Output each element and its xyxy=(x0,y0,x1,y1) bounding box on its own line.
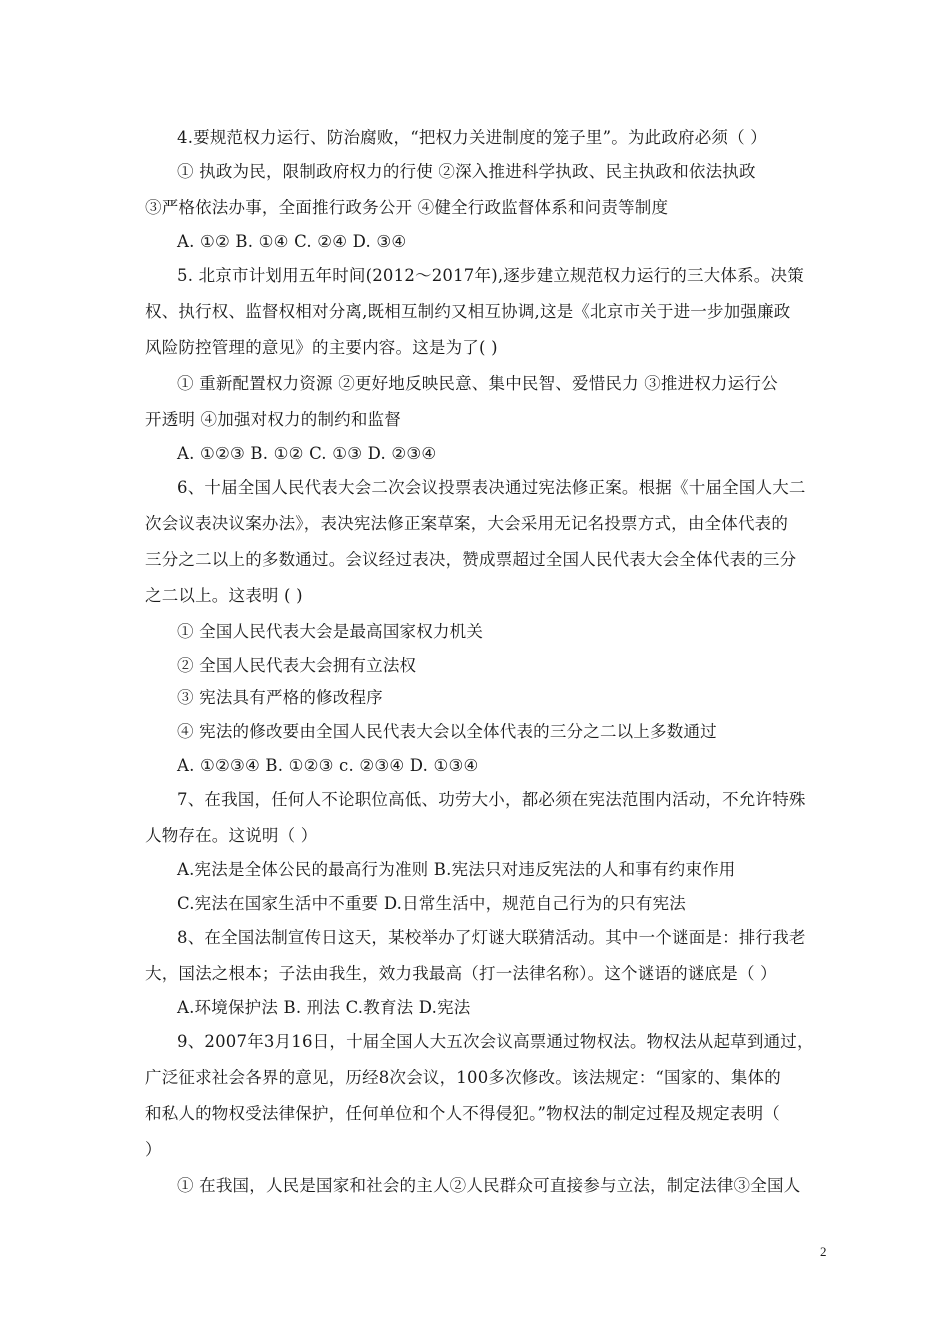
q5-stem-1: 5. 北京市计划用五年时间(2012～2017年),逐步建立规范权力运行的三大体系。决策 xyxy=(177,266,804,285)
q6-option-4: ④ 宪法的修改要由全国人民代表大会以全体代表的三分之二以上多数通过 xyxy=(177,722,717,741)
q7-answers-cd: C.宪法在国家生活中不重要 D.日常生活中，规范自己行为的只有宪法 xyxy=(177,894,687,913)
q6-stem-1: 6、十届全国人民代表大会二次会议投票表决通过宪法修正案。根据《十届全国人大二 xyxy=(177,478,806,497)
q9-options-1: ① 在我国，人民是国家和社会的主人②人民群众可直接参与立法，制定法律③全国人 xyxy=(177,1176,801,1195)
q6-option-1: ① 全国人民代表大会是最高国家权力机关 xyxy=(177,622,484,641)
q7-stem-1: 7、在我国，任何人不论职位高低、功劳大小，都必须在宪法范围内活动，不允许特殊 xyxy=(177,790,806,809)
q9-stem-3: 和私人的物权受法律保护，任何单位和个人不得侵犯。”物权法的制定过程及规定表明（ xyxy=(145,1104,780,1123)
q5-options-2: 开透明 ④加强对权力的制约和监督 xyxy=(145,410,401,429)
q4-options-1-2: ① 执政为民，限制政府权力的行使 ②深入推进科学执政、民主执政和依法执政 xyxy=(177,162,756,181)
q6-option-3: ③ 宪法具有严格的修改程序 xyxy=(177,688,383,707)
q4-stem: 4.要规范权力运行、防治腐败，“把权力关进制度的笼子里”。为此政府必须（ ） xyxy=(177,128,767,147)
q5-stem-2: 权、执行权、监督权相对分离,既相互制约又相互协调,这是《北京市关于进一步加强廉政 xyxy=(145,302,791,321)
q4-options-3-4: ③严格依法办事，全面推行政务公开 ④健全行政监督体系和问责等制度 xyxy=(145,198,669,217)
q6-option-2: ② 全国人民代表大会拥有立法权 xyxy=(177,656,417,675)
page-number: 2 xyxy=(820,1244,827,1259)
q6-stem-4: 之二以上。这表明 ( ) xyxy=(145,586,303,605)
q9-stem-4: ） xyxy=(145,1140,162,1159)
q6-stem-2: 次会议表决议案办法》，表决宪法修正案草案，大会采用无记名投票方式，由全体代表的 xyxy=(145,514,789,533)
q7-answers-ab: A.宪法是全体公民的最高行为准则 B.宪法只对违反宪法的人和事有约束作用 xyxy=(177,860,736,879)
q9-stem-1: 9、2007年3月16日，十届全国人大五次会议高票通过物权法。物权法从起草到通过， xyxy=(177,1032,814,1051)
q9-stem-2: 广泛征求社会各界的意见，历经8次会议，100多次修改。该法规定：“国家的、集体的 xyxy=(145,1068,781,1087)
q5-stem-3: 风险防控管理的意见》的主要内容。这是为了( ) xyxy=(145,338,498,357)
q8-stem-2: 大，国法之根本；子法由我生，效力我最高（打一法律名称）。这个谜语的谜底是（ ） xyxy=(145,964,777,983)
q8-stem-1: 8、在全国法制宣传日这天，某校举办了灯谜大联猜活动。其中一个谜面是：排行我老 xyxy=(177,928,806,947)
q6-stem-3: 三分之二以上的多数通过。会议经过表决，赞成票超过全国人民代表大会全体代表的三分 xyxy=(145,550,797,569)
q6-answers: A. ①②③④ B. ①②③ c. ②③④ D. ①③④ xyxy=(177,756,479,775)
q4-answers: A. ①② B. ①④ C. ②④ D. ③④ xyxy=(177,232,407,251)
q7-stem-2: 人物存在。这说明（ ） xyxy=(145,826,318,845)
q5-answers: A. ①②③ B. ①② C. ①③ D. ②③④ xyxy=(177,444,437,463)
q8-answers: A.环境保护法 B. 刑法 C.教育法 D.宪法 xyxy=(177,998,471,1017)
q5-options-1: ① 重新配置权力资源 ②更好地反映民意、集中民智、爱惜民力 ③推进权力运行公 xyxy=(177,374,778,393)
